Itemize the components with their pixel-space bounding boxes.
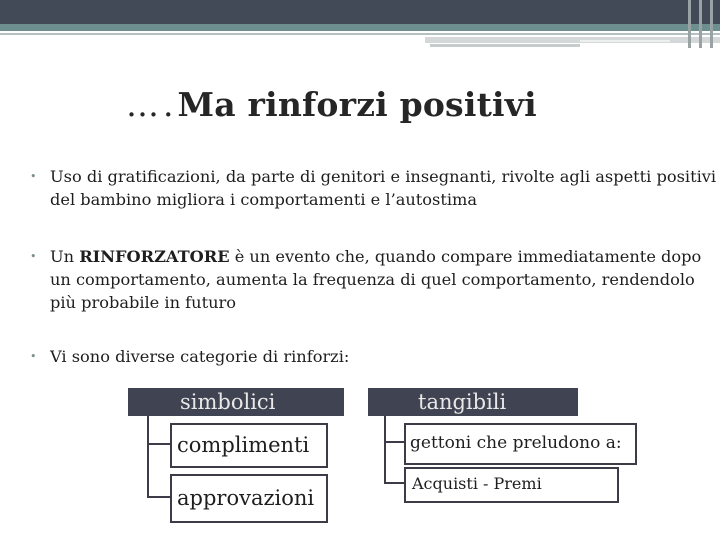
header-stripe [710, 0, 713, 48]
category-header-label: simbolici [180, 390, 276, 414]
category-header-label: tangibili [418, 390, 507, 414]
header-band-teal [0, 24, 720, 31]
title-text: Ma rinforzi positivi [177, 85, 537, 124]
header-band-accent-light [580, 40, 670, 42]
category-item-label: Acquisti - Premi [412, 474, 542, 493]
header-band-line [0, 33, 720, 35]
category-item [170, 474, 328, 523]
connector-line [384, 482, 404, 484]
category-item-label: approvazioni [177, 486, 315, 510]
category-item-label: complimenti [177, 433, 310, 457]
connector-line [384, 441, 404, 443]
header-band-dark [0, 0, 720, 24]
connector-line [147, 416, 149, 498]
connector-line [147, 443, 170, 445]
category-item [170, 423, 328, 468]
bullet-dot: • [30, 250, 37, 263]
header-band-accent-thin [430, 44, 580, 47]
category-item [404, 423, 637, 465]
category-header-tangibili [368, 388, 578, 416]
connector-line [147, 496, 170, 498]
slide-title [126, 85, 537, 124]
bullet-item [28, 345, 720, 368]
header-stripe [699, 0, 702, 48]
connector-line [384, 416, 386, 484]
bullet-text: è un evento che, quando compare immediatamente dopo un comportamento, aumenta la frequenza di quel comportamento, rendendolo più probabile in futuro [50, 247, 702, 312]
category-item [404, 467, 619, 503]
bullet-item [28, 245, 720, 314]
bullet-dot: • [30, 170, 37, 183]
bullet-prefix: Un [50, 247, 75, 266]
bullet-bold-term: RINFORZATORE [79, 247, 230, 266]
bullet-item [28, 165, 720, 211]
header-band-accent [425, 37, 720, 43]
bullet-dot: • [30, 350, 37, 363]
bullet-text: Vi sono diverse categorie di rinforzi: [50, 347, 350, 366]
category-item-label: gettoni che preludono a: [410, 433, 622, 453]
title-dots: …. [126, 85, 178, 124]
category-header-simbolici [128, 388, 344, 416]
bullet-text: Uso di gratificazioni, da parte di genitori e insegnanti, rivolte agli aspetti positivi del bambino migliora i comportamenti e l’autostima [50, 167, 717, 209]
header-stripe [688, 0, 691, 48]
